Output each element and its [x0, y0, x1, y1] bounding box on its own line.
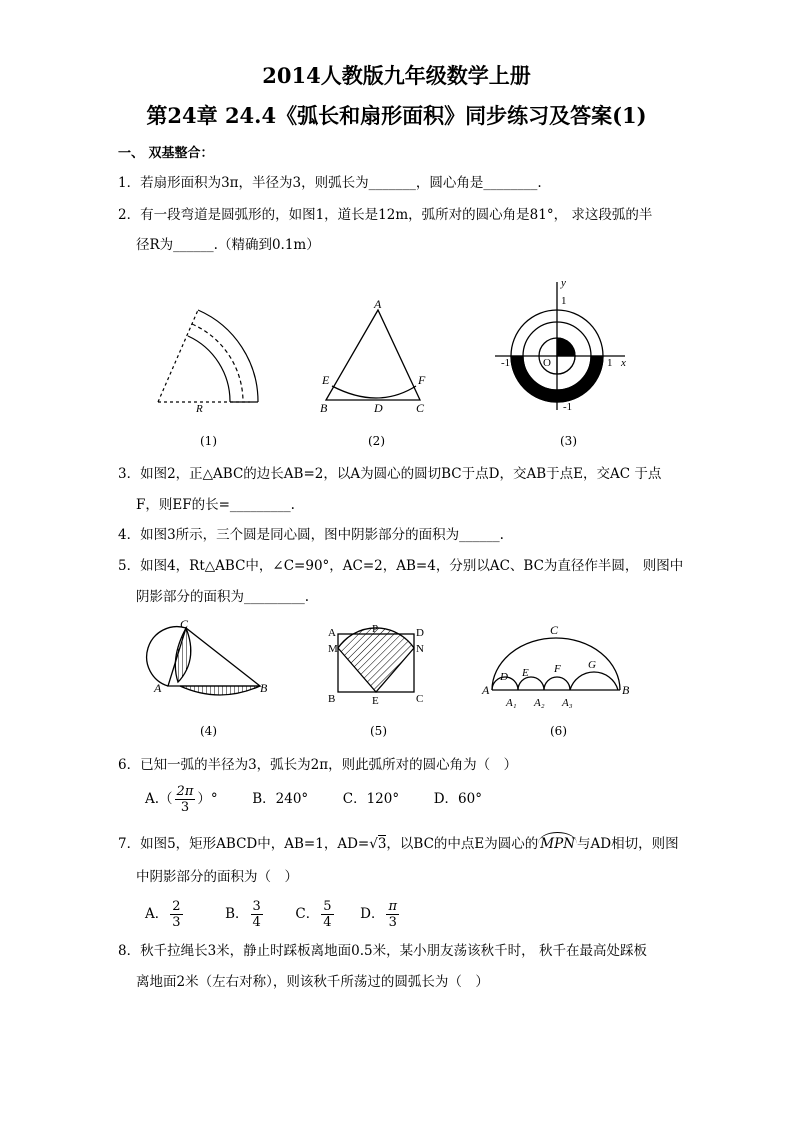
- fig5-label-b: B: [328, 693, 336, 705]
- caption-4: (4): [200, 724, 217, 738]
- fig3-label-neg1y: -1: [563, 401, 573, 413]
- figure-2: [318, 297, 438, 420]
- q7-option-b-numerator: 3: [252, 899, 261, 914]
- q7-option-b-fraction: [251, 899, 263, 930]
- fig5-label-e: E: [372, 695, 379, 707]
- fig5-label-c: C: [416, 693, 424, 705]
- q7-sqrt-value: 3: [377, 836, 387, 852]
- question-2-line-2: 径R为______.（精确到0.1m）: [136, 237, 320, 253]
- q6-option-a-suffix: ）°: [197, 791, 218, 807]
- q7-text-start: 7．如图5，矩形ABCD中，AB=1，AD=: [118, 836, 370, 852]
- fig4-label-c: C: [180, 617, 189, 631]
- fig6-label-e: E: [522, 667, 529, 679]
- q6-option-a-numerator: 2π: [176, 784, 194, 799]
- fig3-label-1x: 1: [607, 357, 613, 369]
- question-8-line-1: 8．秋千拉绳长3米，静止时踩板离地面0.5米，某小朋友荡该秋千时， 秋千在最高处踩板: [118, 943, 647, 959]
- q6-option-c: C．120°: [342, 791, 400, 807]
- question-2-line-1: 2．有一段弯道是圆弧形的，如图1，道长是12m，弧所对的圆心角是81°， 求这段弧的半: [118, 207, 653, 223]
- q7-text-mid: ，以BC的中点E为圆心的: [386, 836, 539, 852]
- question-1: 1．若扇形面积为3π，半径为3，则弧长为_______，圆心角是________.: [118, 175, 542, 191]
- fig3-label-o: O: [543, 357, 551, 369]
- q7-option-a-numerator: 2: [172, 899, 181, 914]
- fig6-label-a: A: [482, 683, 490, 697]
- document-title: 2014人教版九年级数学上册: [262, 63, 531, 88]
- fig4-label-a: A: [154, 681, 162, 695]
- question-3-line-1: 3．如图2，正△ABC的边长AB=2，以A为圆心的圆切BC于点D，交AB于点E，交AC 于点: [118, 466, 662, 482]
- fig2-label-e: E: [322, 373, 330, 387]
- fig2-label-b: B: [320, 401, 328, 415]
- fig3-label-x: x: [621, 357, 626, 369]
- q7-option-c-numerator: 5: [323, 899, 332, 914]
- fig6-label-b: B: [622, 683, 630, 697]
- caption-2: (2): [368, 434, 385, 448]
- question-7-line-2: 中阴影部分的面积为（ ）: [136, 869, 298, 885]
- document-subtitle: 第24章 24.4《弧长和扇形面积》同步练习及答案(1): [146, 103, 647, 128]
- fig6-label-a1: A₁: [506, 697, 517, 709]
- figure-4: [150, 618, 280, 708]
- q7-option-b-prefix: B．: [225, 906, 249, 922]
- caption-3: (3): [560, 434, 577, 448]
- fig6-label-g: G: [588, 659, 596, 671]
- fig6-label-a3: A₃: [562, 697, 573, 709]
- fig5-label-m: M: [328, 643, 338, 655]
- fig5-label-n: N: [416, 643, 424, 655]
- fig1-label-r: R: [196, 403, 203, 415]
- fig3-label-y: y: [561, 277, 566, 289]
- fig6-label-c: C: [550, 623, 559, 637]
- fig5-label-d: D: [416, 627, 424, 639]
- q7-option-a-fraction: [170, 899, 182, 930]
- q6-option-a-denominator: 3: [180, 800, 190, 815]
- question-7-options: [145, 896, 401, 932]
- figure-3: [495, 278, 635, 418]
- fig6-label-a2: A₂: [534, 697, 545, 709]
- fig6-label-f: F: [554, 663, 561, 675]
- figure-6: [482, 620, 632, 710]
- question-4: 4．如图3所示，三个圆是同心圆，图中阴影部分的面积为______.: [118, 527, 504, 543]
- q7-option-b-denominator: 4: [252, 915, 261, 930]
- section-heading: 一、 双基整合：: [118, 146, 214, 161]
- q7-option-c-fraction: [321, 899, 333, 930]
- question-5-line-2: 阴影部分的面积为_________.: [136, 589, 310, 605]
- q7-option-d-fraction: [386, 899, 399, 930]
- fig2-label-d: D: [374, 401, 383, 415]
- fig2-label-a: A: [374, 297, 382, 311]
- q6-option-a-prefix: A.（: [145, 791, 173, 807]
- question-8-line-2: 离地面2米（左右对称），则该秋千所荡过的圆弧长为（ ）: [136, 974, 489, 990]
- q7-option-d-denominator: 3: [388, 915, 397, 930]
- q6-option-a-fraction: [175, 784, 196, 815]
- fig2-label-c: C: [416, 401, 425, 415]
- question-5-line-1: 5．如图4，Rt△ABC中，∠C=90°，AC=2，AB=4，分别以AC、BC为直径作半圆， 则图中: [118, 558, 684, 574]
- sqrt-symbol: √: [369, 836, 378, 852]
- q7-arc-mpn: MPN: [538, 832, 577, 855]
- q7-option-d-numerator: π: [388, 899, 398, 914]
- q7-option-c-prefix: C．: [295, 906, 320, 922]
- fig2-label-f: F: [418, 373, 426, 387]
- fig6-label-d: D: [500, 671, 508, 683]
- figure-1: [150, 300, 270, 420]
- q6-option-b: B．240°: [252, 791, 309, 807]
- q7-text-end: 与AD相切，则图: [577, 836, 679, 852]
- question-3-line-2: F，则EF的长=_________.: [136, 497, 295, 513]
- question-7-line-1: [118, 832, 679, 855]
- fig3-label-neg1: -1: [501, 357, 511, 369]
- fig4-label-b: B: [260, 681, 268, 695]
- caption-5: (5): [370, 724, 387, 738]
- caption-6: (6): [550, 724, 567, 738]
- q6-option-d: D．60°: [433, 791, 482, 807]
- fig5-label-p: P: [372, 623, 379, 635]
- fig5-label-a: A: [328, 627, 336, 639]
- caption-1: (1): [200, 434, 217, 448]
- q7-option-c-denominator: 4: [323, 915, 332, 930]
- figure-5: [326, 624, 436, 714]
- q7-option-a-prefix: A．: [145, 906, 169, 922]
- question-6-options: [145, 784, 482, 815]
- q7-option-a-denominator: 3: [172, 915, 181, 930]
- fig3-label-1: 1: [561, 295, 567, 307]
- q7-option-d-prefix: D．: [360, 906, 385, 922]
- question-6: 6．已知一弧的半径为3，弧长为2π，则此弧所对的圆心角为（ ）: [118, 757, 518, 773]
